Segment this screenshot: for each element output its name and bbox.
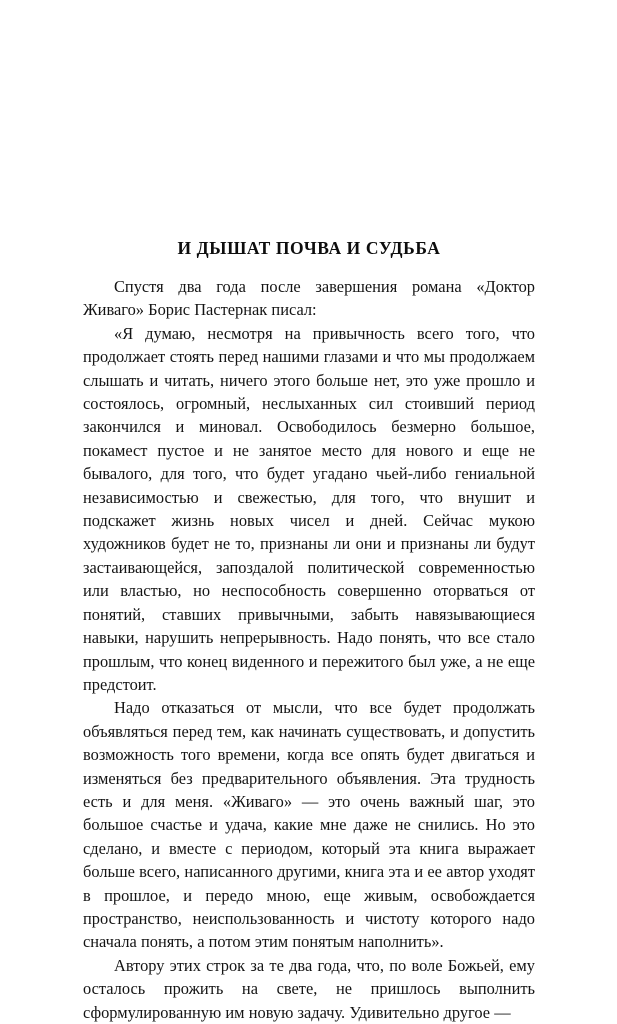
paragraph: Надо отказаться от мысли, что все будет продолжать объявляться перед тем, как начинать существовать, и допустить возможность того времени, когда все опять будет двигаться и изменяться без предварительного объявления. Эта трудность есть и для меня. «Живаго» — это очень важный шаг, это большое счастье и удача, какие мне даже не снились. Но это сделано, и вместе с периодом, который эта книга выражает больше всего, написанного другими, книга эта и ее автор уходят в прошлое, и передо мною, еще живым, освобождается пространство, неиспользованность и чистоту которого надо сначала понять, а потом этим понятым наполнить». xyxy=(83,698,535,952)
page-title: И ДЫШАТ ПОЧВА И СУДЬБА xyxy=(177,238,441,258)
text-column xyxy=(83,238,535,1024)
paragraph: «Я думаю, несмотря на привычность всего того, что продолжает стоять перед нашими глазами и что мы продолжаем слышать и читать, ничего этого больше нет, это уже прошло и состоялось, огромный, неслыханных сил стоивший период закончился и миновал. Освободилось безмерно большое, покамест пустое и не занятое место для нового и еще не бывалого, для того, что будет угадано чьей-либо гениальной независимостью и свежестью, для того, что внушит и подскажет жизнь новых чисел и дней. Сейчас мукою художников будет не то, признаны ли они и признаны ли будут застаивающейся, запоздалой политической современностью или властью, но неспособность совершенно оторваться от понятий, ставших привычными, забыть навязывающиеся навыки, нарушить непрерывность. Надо понять, что все стало прошлым, что конец виденного и пережитого был уже, а не еще предстоит. xyxy=(83,323,535,694)
paragraph: Спустя два года после завершения романа «Доктор Живаго» Борис Пастернак писал: xyxy=(83,277,535,320)
paragraph: Автору этих строк за те два года, что, по воле Божьей, ему осталось прожить на свете, не пришлось выполнить сформулированную им новую задачу. Удивительно другое — xyxy=(83,955,535,1022)
